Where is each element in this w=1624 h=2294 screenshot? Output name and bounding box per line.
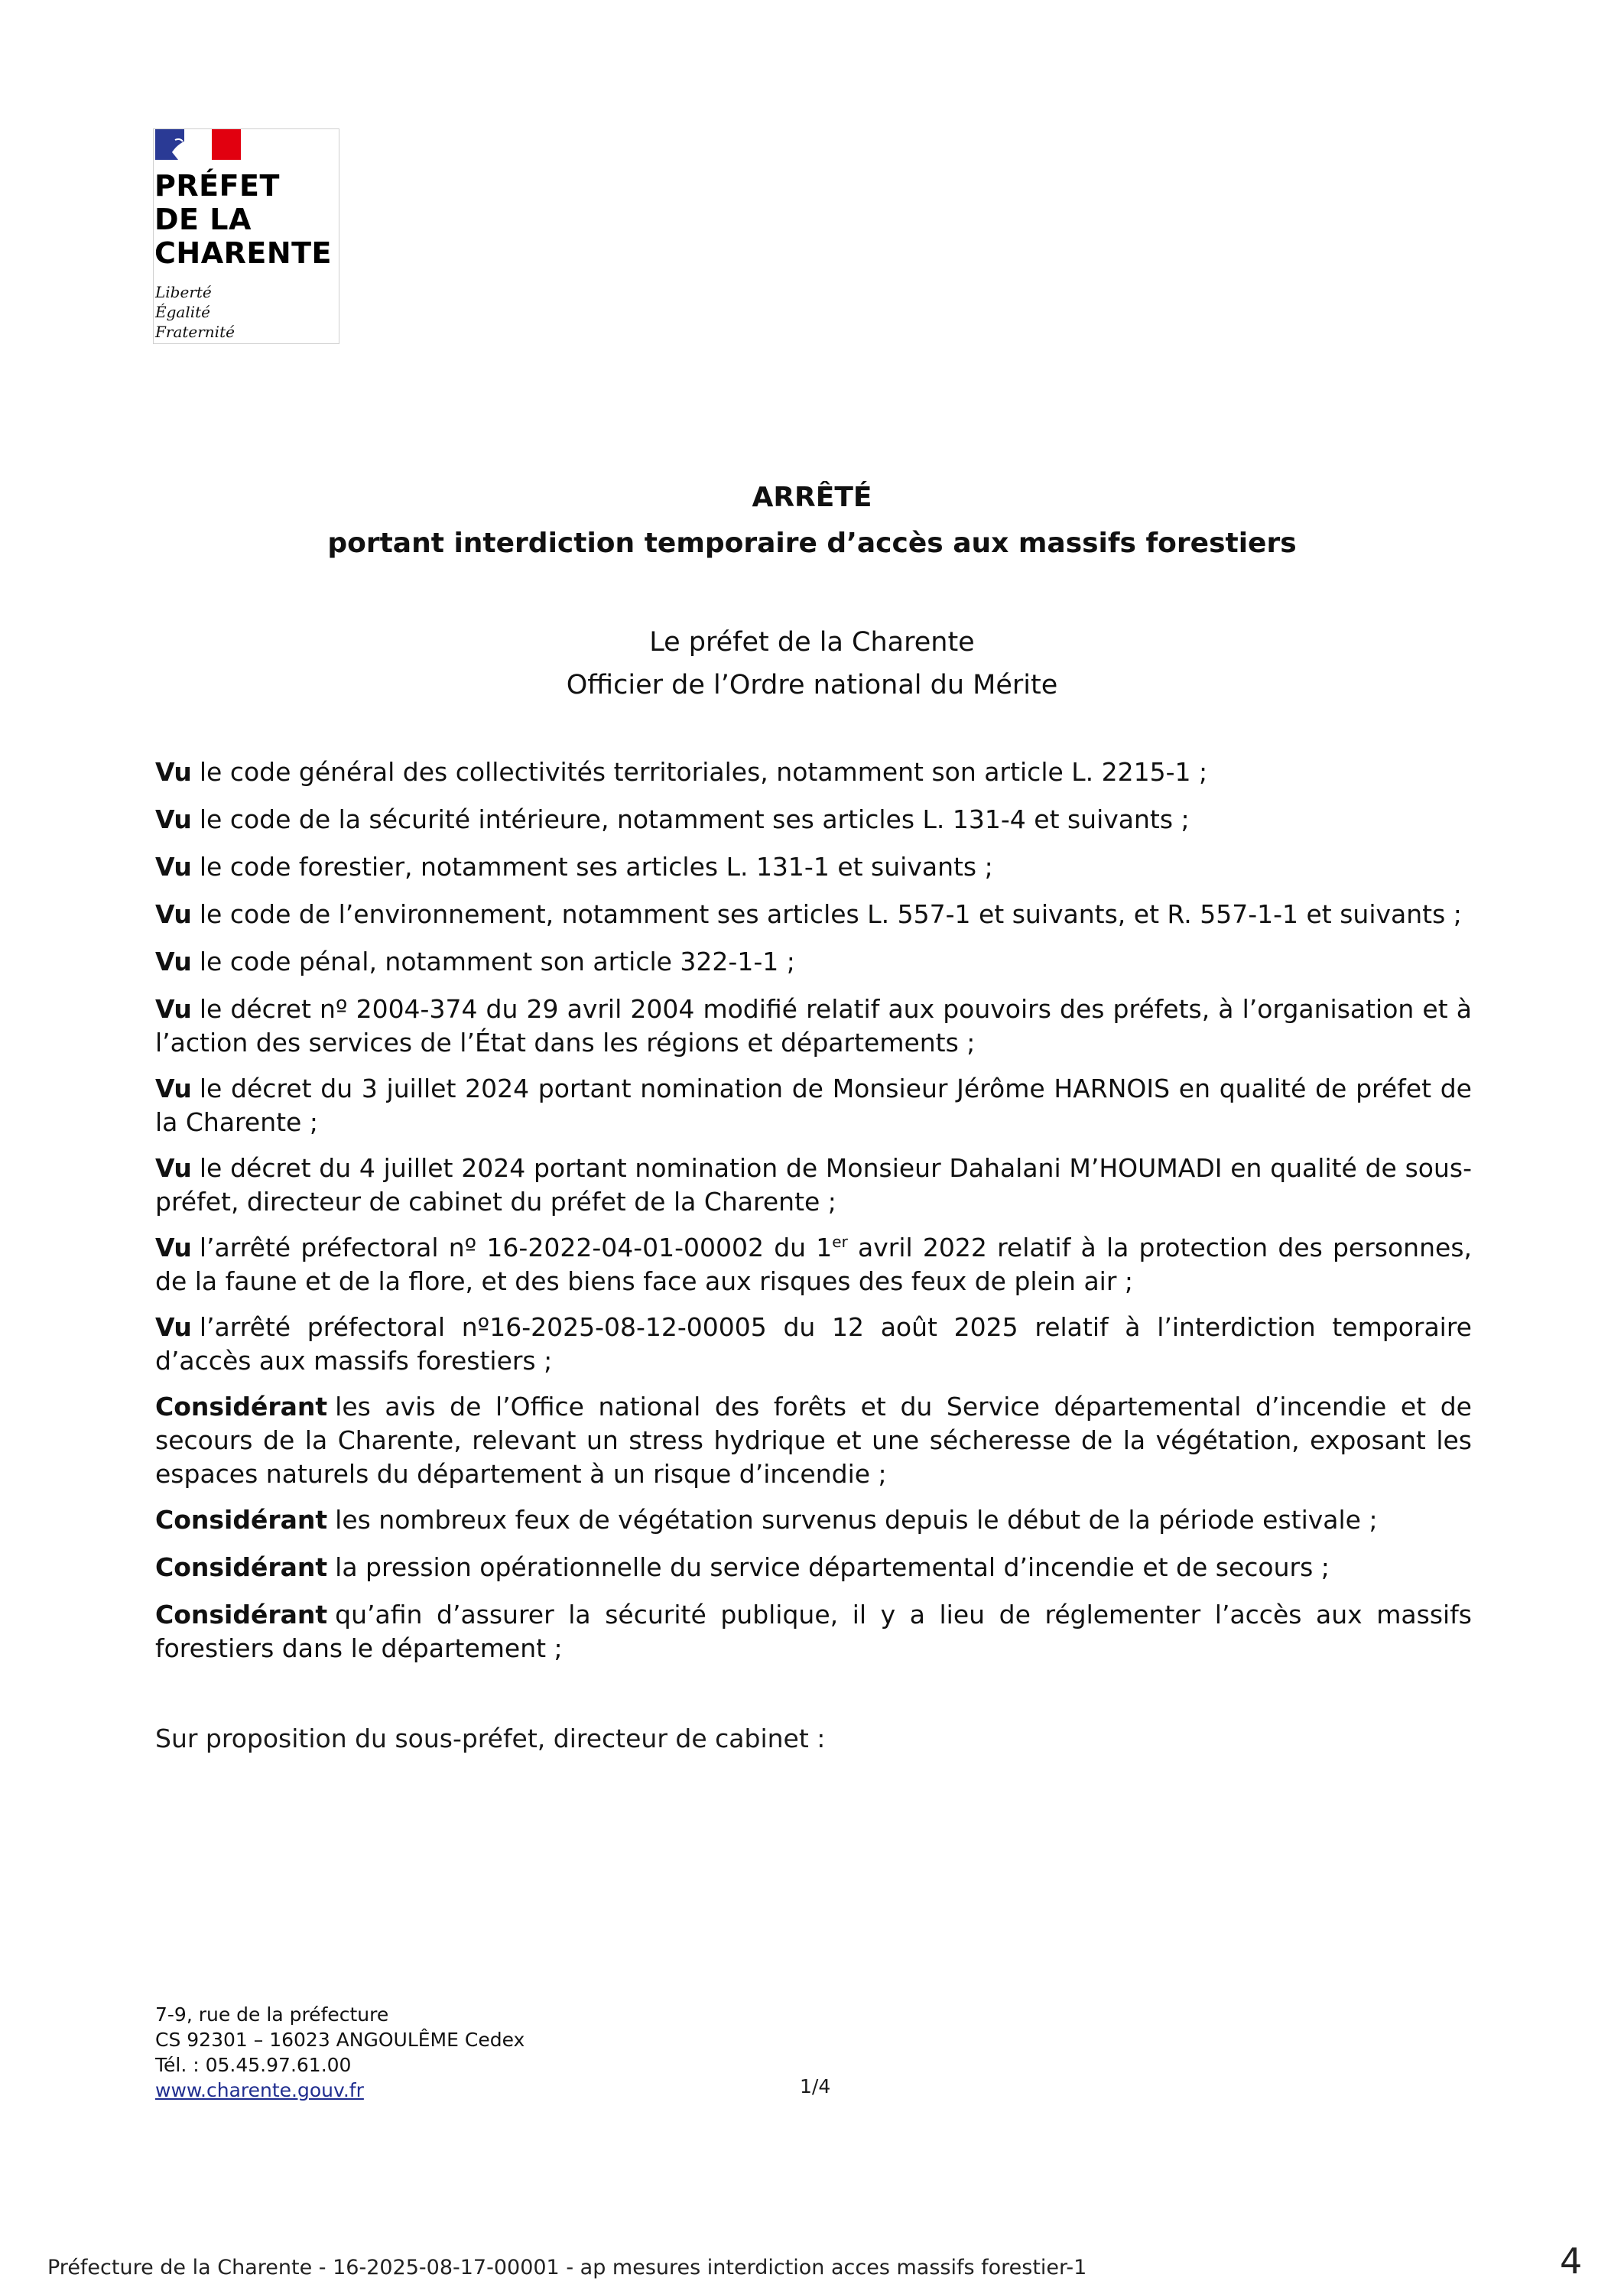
recital-text: le code de la sécurité intérieure, notamment ses articles L. 131-4 et suivants ; (199, 804, 1190, 834)
recital-item (155, 945, 1472, 979)
recital-keyword: Vu (155, 947, 192, 976)
document-subtitle: portant interdiction temporaire d’accès aux massifs forestiers (327, 528, 1297, 559)
footer-page-number: 4 (1560, 2240, 1583, 2282)
authority-line-prefet: Le préfet de la Charente (649, 627, 975, 658)
recital-text: le code pénal, notamment son article 322-1-1 ; (199, 947, 795, 976)
recital-keyword: Vu (155, 1312, 192, 1342)
recital-text: le code forestier, notamment ses articles L. 131-1 et suivants ; (199, 852, 993, 882)
recital-item (155, 803, 1472, 837)
recital-item (155, 850, 1472, 884)
recital-item (155, 755, 1472, 789)
recital-keyword: Considérant (155, 1392, 328, 1422)
recital-keyword: Considérant (155, 1505, 328, 1535)
recital-keyword: Vu (155, 899, 192, 929)
recital-keyword: Vu (155, 757, 192, 787)
recital-text-part-a: l’arrêté préfectoral nº 16-2022-04-01-00002 du 1 (199, 1233, 833, 1262)
marianne-flag-icon (155, 129, 241, 160)
address-street: 7-9, rue de la préfecture (155, 2003, 389, 2026)
recital-text: le décret du 4 juillet 2024 portant nomination de Monsieur Dahalani M’HOUMADI en qualité de sous-préfet, directeur de cabinet du préfet de la Charente ; (155, 1153, 1472, 1217)
motto-egalite: Égalité (155, 303, 210, 321)
recital-superscript: er (832, 1233, 848, 1251)
recital-text: le code de l’environnement, notamment ses articles L. 557-1 et suivants, et R. 557-1-1 et suivants ; (199, 899, 1462, 929)
recital-text-part-b: avril 2022 relatif à la protection des personnes, de la faune et de la flore, et des biens face aux risques des feux de plein air ; (155, 1233, 1472, 1296)
website-link[interactable]: www.charente.gouv.fr (155, 2079, 364, 2101)
motto-liberte: Liberté (155, 283, 212, 301)
motto-fraternite: Fraternité (155, 323, 235, 341)
recital-item (155, 993, 1472, 1060)
address-phone: Tél. : 05.45.97.61.00 (155, 2054, 352, 2076)
logo-line-charente: CHARENTE (154, 236, 332, 270)
recital-item (155, 898, 1472, 931)
recital-text: la pression opérationnelle du service départemental d’incendie et de secours ; (335, 1552, 1330, 1582)
recital-keyword: Vu (155, 804, 192, 834)
recital-item (155, 1503, 1472, 1537)
recital-item (155, 1072, 1472, 1139)
recital-keyword: Vu (155, 1074, 192, 1103)
page-number: 1/4 (800, 2075, 831, 2097)
recital-keyword: Considérant (155, 1552, 328, 1582)
proposal-line: Sur proposition du sous-préfet, directeur de cabinet : (155, 1724, 826, 1753)
recital-item (155, 1598, 1472, 1665)
address-postal: CS 92301 – 16023 ANGOULÊME Cedex (155, 2029, 525, 2051)
recital-text: le décret nº 2004-374 du 29 avril 2004 modifié relatif aux pouvoirs des préfets, à l’organisation et à l’action des services de l’État dans les régions et départements ; (155, 994, 1472, 1058)
recital-item (155, 1551, 1472, 1584)
prefecture-logo (153, 128, 339, 344)
recital-item (155, 1390, 1472, 1491)
recital-item (155, 1152, 1472, 1219)
recital-text: les nombreux feux de végétation survenus depuis le début de la période estivale ; (335, 1505, 1378, 1535)
recital-text: le code général des collectivités territoriales, notamment son article L. 2215-1 ; (199, 757, 1208, 787)
recital-text: les avis de l’Office national des forêts et du Service départemental d’incendie et de secours de la Charente, relevant un stress hydrique et une sécheresse de la végétation, exposant les espaces naturels du département à un risque d’incendie ; (155, 1392, 1472, 1489)
logo-line-de-la: DE LA (154, 203, 252, 236)
footer-reference: Préfecture de la Charente - 16-2025-08-17-00001 - ap mesures interdiction acces massifs forestier-1 (47, 2256, 1087, 2279)
recital-item (155, 1231, 1472, 1298)
recital-keyword: Vu (155, 1153, 192, 1183)
recital-keyword: Vu (155, 994, 192, 1024)
recital-keyword: Considérant (155, 1600, 328, 1630)
recital-text: le décret du 3 juillet 2024 portant nomination de Monsieur Jérôme HARNOIS en qualité de préfet de la Charente ; (155, 1074, 1472, 1137)
document-title: ARRÊTÉ (752, 482, 872, 513)
recital-text: qu’afin d’assurer la sécurité publique, il y a lieu de réglementer l’accès aux massifs forestiers dans le département ; (155, 1600, 1472, 1663)
recital-text: l’arrêté préfectoral nº16-2025-08-12-00005 du 12 août 2025 relatif à l’interdiction temporaire d’accès aux massifs forestiers ; (155, 1312, 1472, 1376)
logo-line-prefet: PRÉFET (154, 169, 280, 203)
authority-line-title: Officier de l’Ordre national du Mérite (566, 670, 1058, 700)
recital-keyword: Vu (155, 1233, 192, 1262)
recital-keyword: Vu (155, 852, 192, 882)
recital-item (155, 1311, 1472, 1378)
